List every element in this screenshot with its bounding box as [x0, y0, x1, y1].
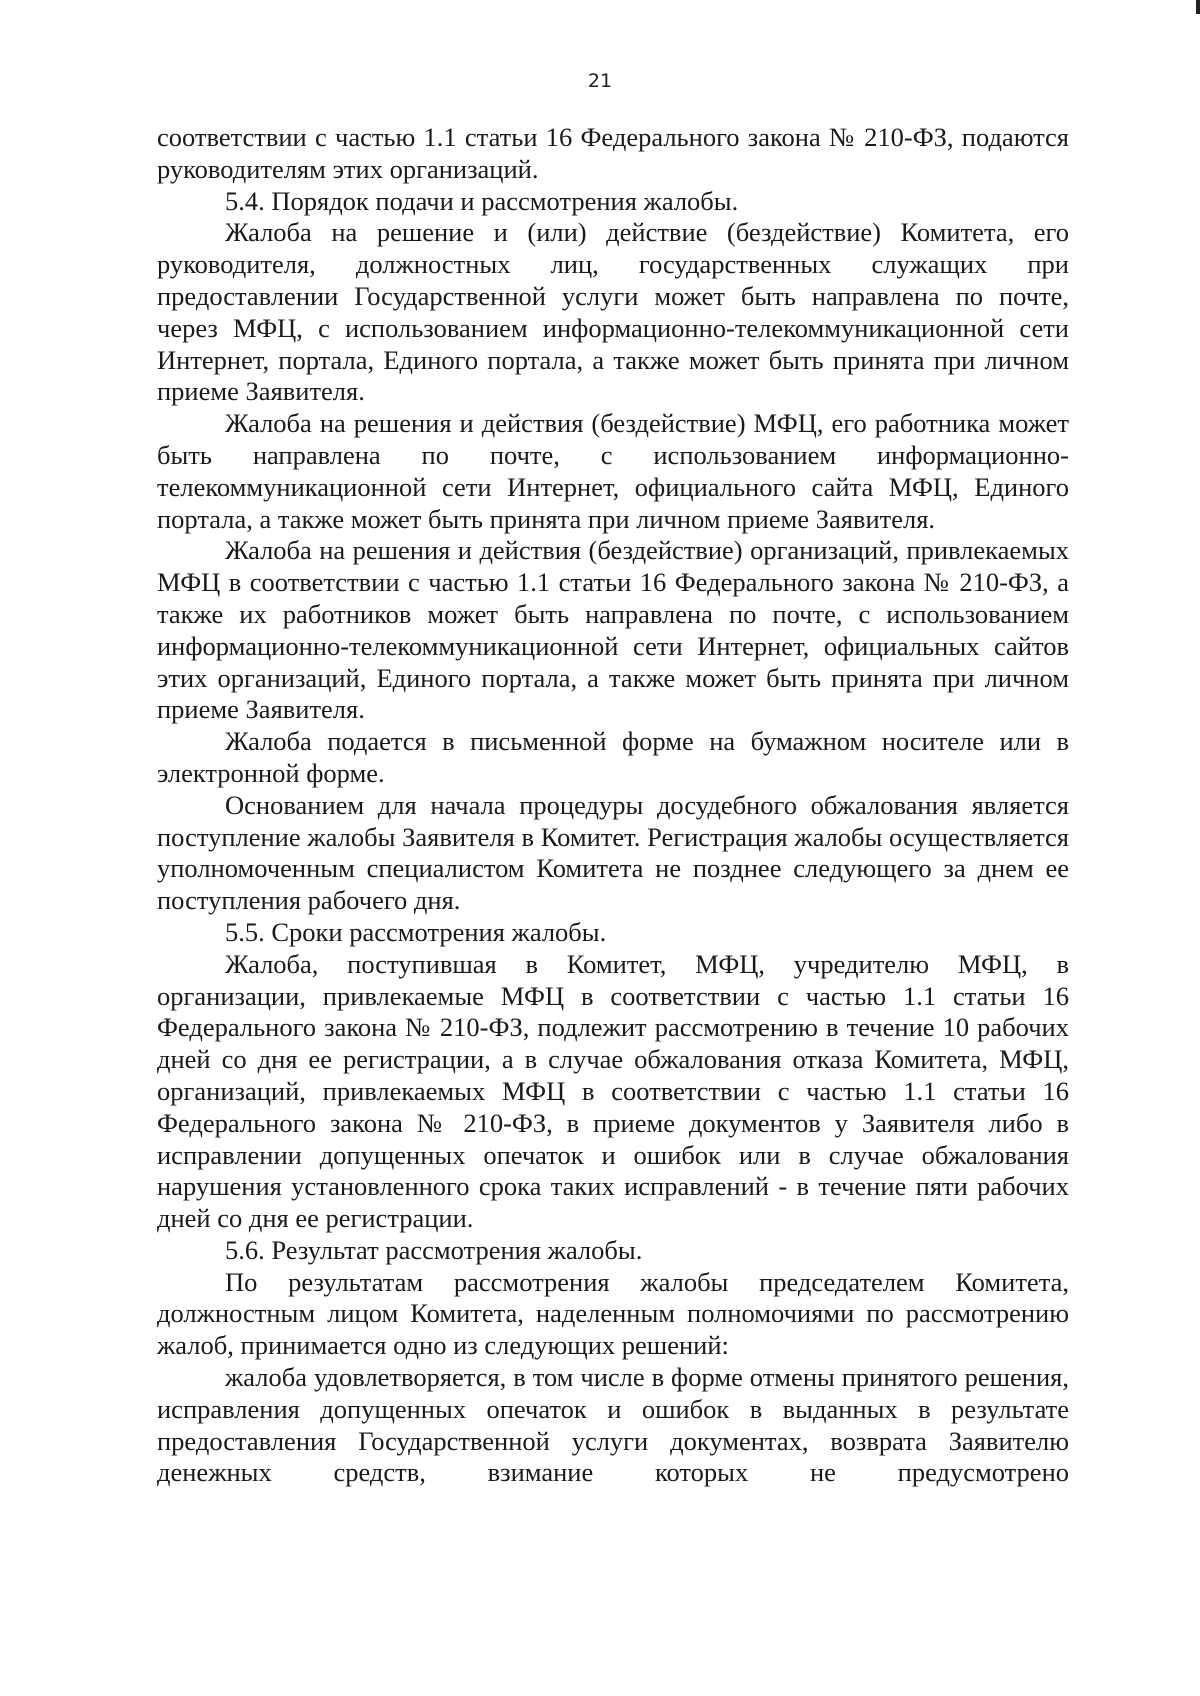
paragraph-complaint-organizations: Жалоба на решения и действия (бездействие) организаций, привлекаемых МФЦ в соответствии с частью 1.1 статьи 16 Федерального закона № 210-ФЗ, а также их работников может быть направлена по почте, с использованием информационно-телекоммуникационной сети Интернет, официальных сайтов этих организаций, Единого портала, а также может быть принята при личном приеме Заявителя.	[157, 535, 1069, 725]
scan-edge-mark	[1196, 0, 1200, 14]
section-heading-5-6: 5.6. Результат рассмотрения жалобы.	[225, 1234, 643, 1265]
paragraph-complaint-committee: Жалоба на решение и (или) действие (бездействие) Комитета, его руководителя, должностных лиц, государственных служащих при предоставлении Государственной услуги может быть направлена по почте, через МФЦ, с использованием информационно-телекоммуникационной сети Интернет, портала, Единого портала, а также может быть принята при личном приеме Заявителя.	[157, 217, 1069, 407]
paragraph-review-results: По результатам рассмотрения жалобы председателем Комитета, должностным лицом Комитета, наделенным полномочиями по рассмотрению жалоб, принимается одно из следующих решений:	[157, 1266, 1069, 1361]
paragraph-complaint-satisfied: жалоба удовлетворяется, в том числе в форме отмены принятого решения, исправления допущенных опечаток и ошибок в выданных в результате предоставления Государственной услуги документах, возврата Заявителю денежных средств, взимание которых не предусмотрено	[157, 1362, 1069, 1488]
section-heading-5-4: 5.4. Порядок подачи и рассмотрения жалобы.	[225, 185, 739, 216]
page-number: 21	[587, 70, 613, 92]
paragraph-complaint-mfc: Жалоба на решения и действия (бездействие) МФЦ, его работника может быть направлена по почте, с использованием информационно-телекоммуникационной сети Интернет, официального сайта МФЦ, Единого портала, а также может быть принята при личном приеме Заявителя.	[157, 408, 1069, 534]
body-text	[157, 122, 1069, 1489]
paragraph-procedure-basis: Основанием для начала процедуры досудебного обжалования является поступление жалобы Заявителя в Комитет. Регистрация жалобы осуществляется уполномоченным специалистом Комитета не позднее следующего за днем ее поступления рабочего дня.	[157, 789, 1069, 916]
paragraph-review-terms: Жалоба, поступившая в Комитет, МФЦ, учредителю МФЦ, в организации, привлекаемые МФЦ в соответствии с частью 1.1 статьи 16 Федерального закона № 210-ФЗ, подлежит рассмотрению в течение 10 рабочих дней со дня ее регистрации, а в случае обжалования отказа Комитета, МФЦ, организаций, привлекаемых МФЦ в соответствии с частью 1.1 статьи 16 Федерального закона № 210-ФЗ, в приеме документов у Заявителя либо в исправлении допущенных опечаток и ошибок или в случае обжалования нарушения установленного срока таких исправлений - в течение пяти рабочих дней со дня ее регистрации.	[157, 948, 1069, 1234]
paragraph-complaint-form: Жалоба подается в письменной форме на бумажном носителе или в электронной форме.	[157, 726, 1069, 788]
section-heading-5-5: 5.5. Сроки рассмотрения жалобы.	[225, 916, 607, 947]
paragraph-continuation: соответствии с частью 1.1 статьи 16 Федерального закона № 210-ФЗ, подаются руководителям этих организаций.	[157, 122, 1069, 184]
